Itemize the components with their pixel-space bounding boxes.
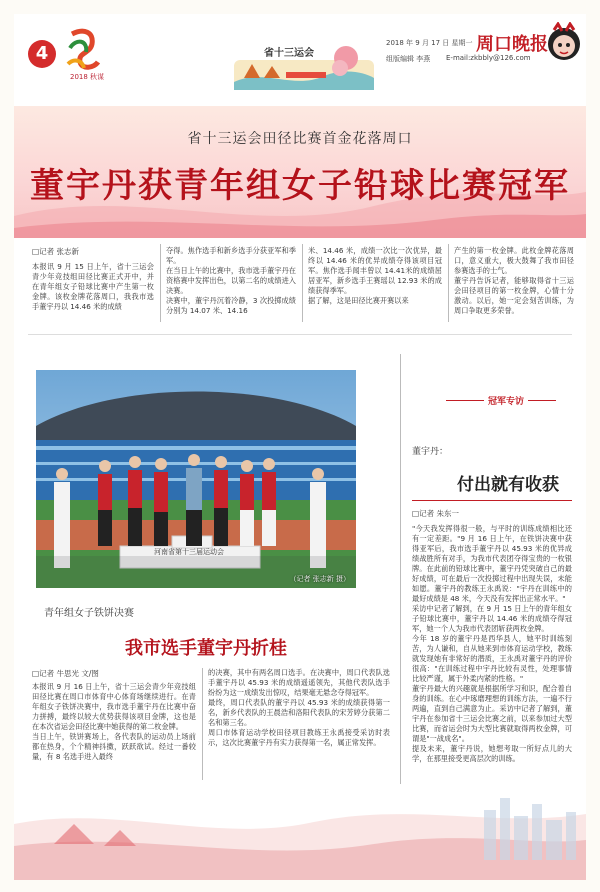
anniversary-logo-icon: [64, 28, 104, 74]
lead-body-col-1: 本报讯 9 月 15 日上午，省十三运会青少年竞技组田径比赛正式开中，并在青年组女子铅球比赛中产生第一枚金牌。该枚金牌花落周口，我我市选手董宇丹以 14.46 米的成绩: [32, 262, 154, 311]
lead-headline: 董宇丹获青年组女子铅球比赛冠军: [30, 166, 570, 206]
interview-body: "今天我发挥得很一般，与平时的训练成绩相比还有一定差距。"9 月 16 日上午，在铁饼决赛中获得亚军后，我市选手董宇丹以 45.93 米的优异成绩战胜所有对手，为我市代表团夺得宝贵的一枚银牌。在此前的铅球比赛中，董宇丹凭突破自己的最好成绩，可在最后一次投掷过程中出现失误，未能如愿。董宇丹的教练王永禹说："宇丹在训练中的最好成绩是 48 米，今天没有发挥出正常水平。" 采访中记者了解到，在 9 月 15 日上午的青年组女子铅球比赛中，董宇丹以 14.46 米的成绩夺得冠军，她一个人为我市代表团斩获两枚金牌。 今年 18 岁的董宇丹是西华县人，她平时训练刻苦，为人谦和，自从她来到市体育运动学校，教练就发现她有非常好的潜质，王永禹对董宇丹的评价很高："在训练过程中宇丹比较有灵性，处理事情比较严谨，属于外柔内紧的性格。" 董宇丹最大的兴趣就是根据所学习和识，配合着自身的训练。在心中琢磨理想的训练方法，一遍不行两遍，直到自己满意为止。采访中记者了解到，董宇丹在参加省十三运会比赛之前，以来参加过大型比赛，而省运会时为大型比赛就取得两枚金牌，可谓是"一战成名"。 提及未来，董宇丹说，她想考取一所好点儿的大学，在那里接受更高层次的训练。: [412, 524, 572, 763]
newspaper-page: [14, 14, 586, 880]
second-body-col-1: 本报讯 9 月 16 日上午，省十三运会青少年竞技组田径比赛在周口市体育中心体育场继续进行。在青年组女子铁饼决赛中，我市选手董宇丹在比赛中奋力拼搏，最终以较大优势获得该项目金牌，这也是在本次省运会田径比赛中她获得的第二枚金牌。 当日上午，铁饼赛场上，各代表队的运动员上场前都在热身，个个精神抖擞，跃跃欲试。经过一番较量，有 8 名选手进入最终: [32, 682, 196, 761]
second-headline: 我市选手董宇丹折桂: [125, 638, 287, 659]
page-number-badge: 4: [28, 40, 56, 68]
anniversary-text: 2018 秋谋: [70, 73, 105, 81]
column-divider: [400, 354, 401, 784]
column-divider: [448, 244, 449, 322]
interview-subject: 董宇丹：: [412, 447, 449, 457]
second-byline: □记者 牛思光 文/图: [32, 669, 99, 678]
column-divider: [302, 244, 303, 322]
page-header: [14, 14, 586, 104]
lead-byline: □记者 张志新: [32, 247, 79, 256]
second-body-col-2: 的决赛，其中有两名周口选手。在决赛中，周口代表队选手董宇丹以 45.93 米的成绩遥遥领先，其他代表队选手纷纷为这一成绩发出惊叹，结果毫无悬念夺得冠军。 最终，周口代表队的董宇丹以 45.93 米的成绩获得第一名，新乡代表队的王晨浩和洛阳代表队的宋芳婷分获第二名和第三名。 周口市体育运动学校田径项目教练王永禹接受采访时表示，这次比赛董宇丹有实力获得第一名，属正常发挥。: [208, 668, 390, 747]
lead-body-col-2: 夺得。焦作选手和新乡选手分获亚军和季军。 在当日上午的比赛中，我市选手董宇丹在资格赛中发挥出色，以第二名的成绩进入决赛。 决赛中，董宇丹沉着冷静，3 次投掷成绩分别为 14.07 米、14.16: [166, 246, 296, 315]
mascot-icon: [544, 22, 584, 66]
games-banner: [234, 42, 374, 96]
column-divider: [202, 668, 203, 780]
section-divider: [28, 334, 572, 335]
column-divider: [160, 244, 161, 322]
newspaper-masthead: 周口晚报: [476, 34, 548, 55]
podium-banner-text: 河南省第十三届运动会: [154, 548, 224, 556]
editor-credit: 组版编辑 李燕: [386, 55, 431, 63]
podium-photo: [36, 370, 356, 588]
interview-headline: 付出就有收获: [457, 475, 559, 495]
lead-headline-banner: [14, 106, 586, 238]
games-title: 省十三运会: [264, 48, 314, 59]
headline-rule: [412, 500, 572, 501]
photo-caption: （记者 张志新 摄）: [289, 575, 350, 583]
second-kicker: 青年组女子铁饼决赛: [44, 608, 134, 619]
lead-body-col-4: 产生的第一枚金牌。此枚金牌花落周口，意义重大，极大鼓舞了我市田径参赛选手的士气。 董宇丹告诉记者，能够取得省十三运会田径项目的第一枚金牌，心情十分激动。以后，她一定会刻苦训练，为周口争取更多荣誉。: [454, 246, 574, 315]
lead-kicker: 省十三运会田径比赛首金花落周口: [187, 131, 413, 147]
contact-email: E-mail:zkbbly@126.com: [446, 54, 531, 62]
lead-body-col-3: 米、14.46 米，成绩一次比一次优异，最终以 14.46 米的优异成绩夺得该项目冠军。焦作选手闻丰曾以 14.41米的成绩屈居亚军，新乡选手王赛瑶以 12.93 米的成绩获得季军。 据了解，这是田径比赛开赛以来: [308, 246, 442, 305]
interview-byline: □记者 朱东一: [412, 509, 459, 518]
bottom-skyline-art-icon: [14, 784, 586, 880]
issue-date: 2018 年 9 月 17 日 星期一: [386, 39, 473, 47]
interview-badge: 冠军专访: [484, 394, 528, 407]
